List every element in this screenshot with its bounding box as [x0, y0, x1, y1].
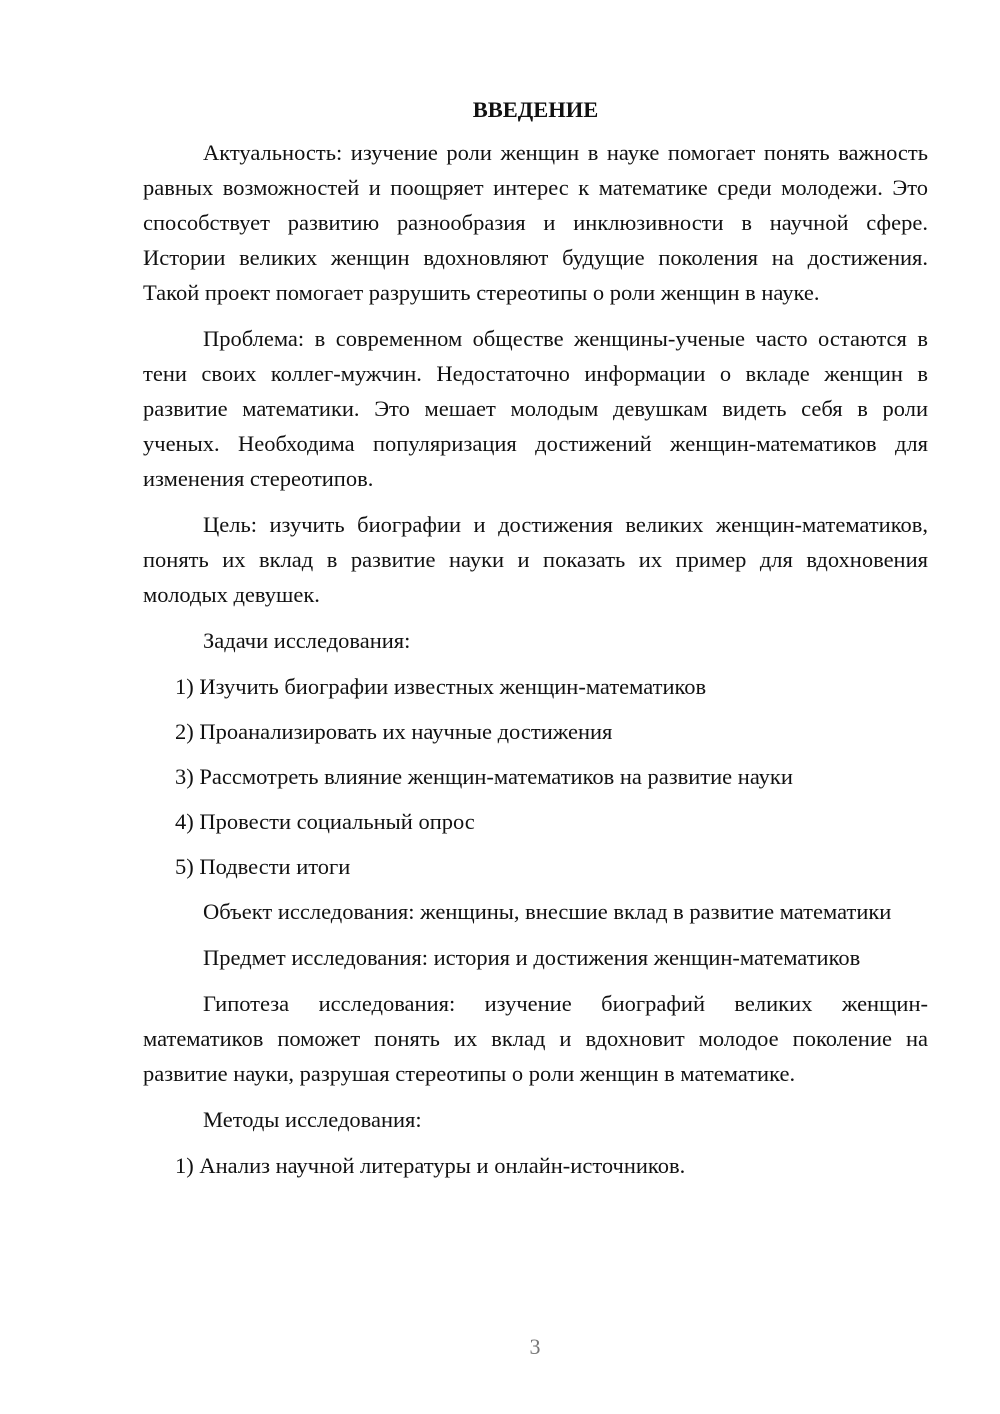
- object-paragraph: Объект исследования: женщины, внесшие вклад в развитие математики: [203, 899, 892, 924]
- methods-list: [143, 1148, 928, 1183]
- relevance-paragraph: Актуальность: изучение роли женщин в науке помогает понять важность равных возможностей и поощряет интерес к математике среди молодежи. Это способствует развитию разнообразия и инклюзивности в научной сфере. Истории великих женщин вдохновляют будущие поколения на достижения. Такой проект помогает разрушить стереотипы о роли женщин в науке.: [143, 140, 928, 305]
- goal-paragraph: Цель: изучить биографии и достижения великих женщин-математиков, понять их вклад в развитие науки и показать их пример для вдохновения молодых девушек.: [143, 512, 928, 607]
- hypothesis-paragraph: Гипотеза исследования: изучение биографий великих женщин-математиков поможет понять их вклад и вдохновит молодое поколение на развитие науки, разрушая стереотипы о роли женщин в математике.: [143, 991, 928, 1086]
- problem-paragraph: Проблема: в современном обществе женщины-ученые часто остаются в тени своих коллег-мужчин. Недостаточно информации о вкладе женщин в развитие математики. Это мешает молодым девушкам видеть себя в роли ученых. Необходима популяризация достижений женщин-математиков для изменения стереотипов.: [143, 326, 928, 491]
- list-item: 4) Провести социальный опрос: [175, 809, 475, 834]
- list-item: 2) Проанализировать их научные достижения: [175, 719, 613, 744]
- list-item: 5) Подвести итоги: [175, 854, 351, 879]
- page-number: 3: [529, 1334, 541, 1359]
- list-item: 3) Рассмотреть влияние женщин-математиков на развитие науки: [175, 764, 793, 789]
- tasks-list: [143, 669, 928, 884]
- subject-paragraph: Предмет исследования: история и достижения женщин-математиков: [203, 945, 861, 970]
- list-item: 1) Изучить биографии известных женщин-математиков: [175, 674, 707, 699]
- page-content: [143, 95, 928, 1193]
- methods-title: Методы исследования:: [203, 1107, 422, 1132]
- list-item: 1) Анализ научной литературы и онлайн-источников.: [175, 1153, 686, 1178]
- tasks-title: Задачи исследования:: [203, 628, 411, 653]
- section-heading: ВВЕДЕНИЕ: [472, 97, 599, 122]
